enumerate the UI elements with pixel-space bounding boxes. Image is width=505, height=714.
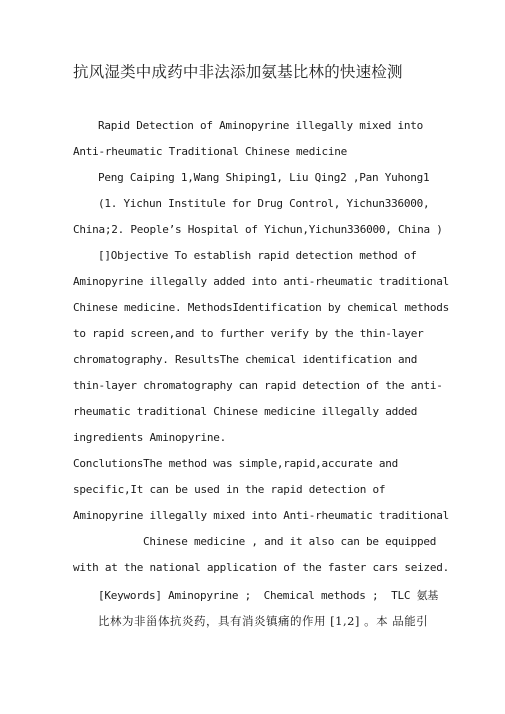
abstract-line-3: Chinese medicine. MethodsIdentification by chemical methods — [73, 301, 449, 314]
document-title: 抗风湿类中成药中非法添加氨基比林的快速检测 — [73, 63, 403, 81]
abstract-line-2: Aminopyrine illegally added into anti-rheumatic traditional — [73, 275, 449, 288]
affiliation-line-2: China;2. People’s Hospital of Yichun,Yichun336000, China ) — [73, 223, 443, 236]
body-text-line: 比林为非甾体抗炎药，具有消炎镇痛的作用 [1,2] 。本 品能引 — [98, 614, 429, 628]
abstract-line-8: ingredients Aminopyrine. — [73, 431, 226, 444]
abstract-line-6: thin-layer chromatography can rapid detection of the anti- — [73, 379, 443, 392]
abstract-line-11: Aminopyrine illegally mixed into Anti-rheumatic traditional — [73, 509, 449, 522]
abstract-line-5: chromatography. ResultsThe chemical identification and — [73, 353, 418, 366]
abstract-line-4: to rapid screen,and to further verify by the thin-layer — [73, 327, 424, 340]
abstract-line-7: rheumatic traditional Chinese medicine illegally added — [73, 405, 418, 418]
authors-line: Peng Caiping 1,Wang Shiping1, Liu Qing2 ,Pan Yuhong1 — [98, 171, 430, 184]
abstract-line-9: ConclutionsThe method was simple,rapid,accurate and — [73, 457, 399, 470]
english-title-line-2: Anti-rheumatic Traditional Chinese medicine — [73, 145, 348, 158]
affiliation-line-1: (1. Yichun Institule for Drug Control, Yichun336000, — [98, 197, 430, 210]
english-title-line-1: Rapid Detection of Aminopyrine illegally mixed into — [98, 119, 424, 132]
abstract-line-13: with at the national application of the faster cars seized. — [73, 561, 449, 574]
keywords-line: [Keywords] Aminopyrine ; Chemical methods ; TLC 氨基 — [98, 589, 439, 602]
abstract-line-1: []Objective To establish rapid detection method of — [98, 249, 417, 262]
abstract-line-10: specific,It can be used in the rapid detection of — [73, 483, 386, 496]
abstract-line-12: Chinese medicine , and it also can be equipped — [143, 535, 437, 548]
